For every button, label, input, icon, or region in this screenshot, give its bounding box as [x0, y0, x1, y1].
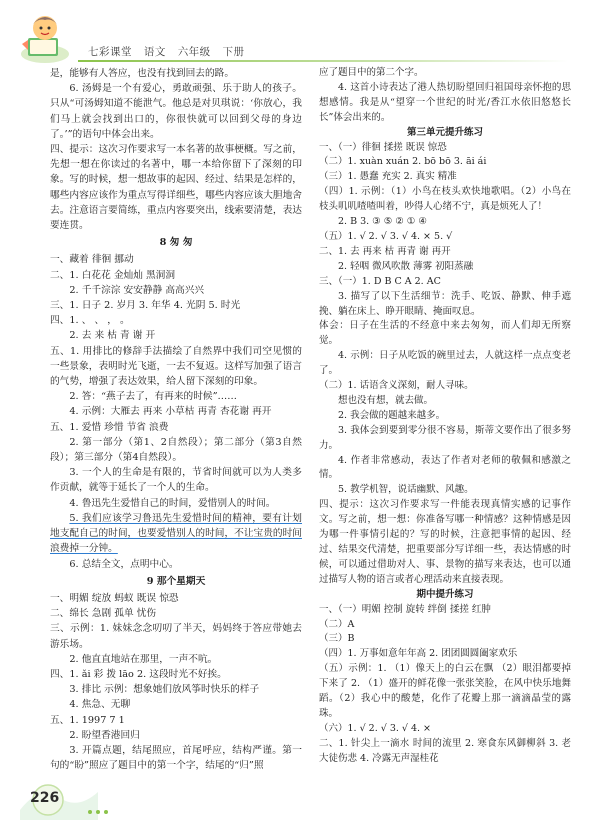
left-line: 3. 排比 示例：想象她们放风筝时快乐的样子: [69, 684, 260, 696]
book-mascot-icon: [18, 10, 72, 66]
right-line: 3. 描写了以下生活细节：洗手、吃饭、静默、伸手遮挽、躺在床上、睁开眼睛、掩面叹息。: [319, 290, 571, 317]
lesson-title: 8 匆 匆: [159, 237, 193, 249]
left-line: 五、1. 用排比的修辞手法描绘了自然界中我们司空见惯的一些景象，表明时光飞逝，一去不复返。这样写加强了语言的气势，增强了表达效果，给人留下深刻的印象。: [50, 345, 302, 388]
right-line: 3. 我体会到要到零分很不容易，斯蒂文要作出了很多努力。: [319, 424, 571, 451]
right-line: 2. 我会做的题越来越多。: [338, 409, 446, 421]
right-line: （五）示例：1. （1）像天上的白云在飘 （2）眼泪都要掉下来了 2. （1）盛开的鲜花像一张张笑脸，在风中快乐地舞蹈。（2）我心中的酸楚，化作了花瓣上那一滴滴晶莹的露珠。: [319, 663, 571, 719]
left-line: 2. 第一部分（第1、2自然段）；第二部分（第3自然段）；第三部分（第4自然段）。: [50, 436, 302, 464]
left-line: 2. 盼望香港回归: [69, 729, 140, 741]
right-line: 二、1. 针尖上一滴水 时间的流里 2. 寒食东风御柳斜 3. 老大徒伤悲 4. 冷露无声湿桂花: [319, 737, 571, 764]
left-line: 2. 答：“燕子去了，有再来的时候”……: [69, 391, 237, 403]
left-line: 四、1. ǎi 彩 拨 lāo 2. 这段时光不好挨。: [50, 668, 227, 680]
left-line: 四、提示：这次习作要求写一本名著的故事梗概。写之前，先想一想在你读过的名著中，哪一本给你留下了深刻的印象。写的时候，想一想故事的起因、经过、结果是怎样的，哪些内容应该作为重点写得详细些，哪些内容应该大胆地舍去。注意语言要简练，重点内容要突出，线索要清楚，表达要连贯。: [50, 144, 302, 232]
left-line: 3. 一个人的生命是有限的，节省时间就可以为人类多作贡献，就等于延长了一个人的生命。: [50, 467, 302, 494]
left-line: 五、1. 爱惜 珍惜 节省 浪费: [50, 421, 169, 433]
right-line: 二、1. 去 再来 枯 再青 谢 再开: [319, 245, 451, 257]
left-line: 二、1. 白花花 金灿灿 黑洞洞: [50, 269, 176, 281]
right-line: （二）1. xuàn xuán 2. bō bō 3. āi ái: [319, 156, 487, 168]
highlighted-answer: 5. 我们应该学习鲁迅先生爱惜时间的精神，要有计划地支配自己的时间，也要爱惜别人的时间，不让宝贵的时间浪费掉一分钟。: [50, 512, 302, 555]
right-line: （三）1. 愚蠢 充实 2. 真实 精准: [319, 171, 457, 183]
left-line: 2. 千千淙淙 安安静静 高高兴兴: [69, 284, 205, 296]
right-line: 体会：日子在生活的不经意中来去匆匆，而人们却无所察觉。: [319, 320, 571, 347]
right-line: 4. 这首小诗表达了港人热切盼望回归祖国母亲怀抱的思想感情。我是从“望穿一个世纪的时光/香江水依旧悠悠长长”体会出来的。: [319, 81, 571, 123]
right-line: 一、（一）徘徊 揉搓 既误 惊恐: [319, 141, 447, 153]
volume: 下册: [222, 46, 245, 58]
right-line: 5. 教学机智，说话幽默、风趣。: [338, 484, 474, 496]
right-line: 想也没有想，就去做。: [338, 394, 434, 406]
left-column: [50, 66, 302, 773]
left-line: 4. 焦急、无聊: [69, 699, 131, 711]
right-line: 三、（一）1. D B C A 2. AC: [319, 275, 441, 287]
left-line: 2. 他直直地站在那里，一声不吭。: [69, 653, 218, 665]
right-line: 4. 作者非常感动，表达了作者对老师的敬佩和感激之情。: [319, 454, 571, 481]
left-line: 一、藏着 徘徊 挪动: [50, 254, 134, 266]
left-line: 4. 鲁迅先生爱惜自己的时间，爱惜别人的时间。: [69, 497, 276, 509]
right-line: 应了题目中的第二个字。: [319, 67, 424, 78]
right-line: 四、提示：这次习作要求写一件能表现真情实感的记事作文。写之前，想一想：你准备写哪一种情感？这种情感是因为哪一件事情引起的？写的时候，注意把事情的起因、经过、结果交代清楚，把重要部分写详细一些，表达情感的时候，可以通过借助对人、事、景物的描写来表达，也可以通过描写人物的语言或者心理活动来直接表现。: [319, 499, 571, 585]
right-column: [319, 66, 571, 767]
header-info: [88, 44, 253, 59]
left-line: 四、1. 、 、 ， 。: [50, 315, 130, 327]
footer-dots-icon: [88, 799, 112, 818]
left-line: 是，能够有人答应，也没有找到回去的路。: [50, 68, 235, 79]
series-name: 七彩课堂: [88, 46, 132, 58]
right-line: （六）1. √ 2. √ 3. √ 4. ×: [319, 722, 432, 734]
section-title: 第三单元提升练习: [406, 126, 483, 138]
right-line: 一、（一）明媚 控制 旋转 绊倒 揉搓 红肿: [319, 603, 491, 615]
page-number: 226: [30, 790, 60, 806]
left-line: 三、示例：1. 妹妹念念叨叨了半天，妈妈终于答应带她去游乐场。: [50, 623, 302, 650]
right-line: （三）B: [319, 633, 355, 645]
left-line: 一、明媚 绽放 蚂蚁 既误 惊恐: [50, 592, 179, 604]
right-line: （四）1. 万事如意年年高 2. 团团圆圆阖家欢乐: [319, 648, 518, 660]
lesson-title: 9 那个星期天: [146, 575, 206, 587]
left-line: 五、1. 1997 7 1: [50, 714, 125, 726]
right-line: 4. 示例：日子从吃饭的碗里过去，人就这样一点点变老了。: [319, 350, 571, 377]
right-line: （二）A: [319, 618, 355, 630]
left-line: 二、绵长 急剧 孤单 忧伤: [50, 608, 157, 620]
right-line: 2. 轻咽 微风吹散 薄雾 初阳蒸融: [338, 260, 474, 272]
right-line: 2. B 3. ③ ⑤ ② ① ④: [338, 216, 427, 228]
grade: 六年级: [177, 46, 211, 58]
right-line: （五）1. √ 2. √ 3. √ 4. × 5. √: [319, 230, 453, 242]
left-line: 4. 示例：大雁去 再来 小草枯 再青 杏花谢 再开: [69, 406, 272, 418]
header-divider: [78, 60, 568, 62]
right-line: （二）1. 话语含义深刻，耐人寻味。: [319, 380, 474, 392]
section-title: 期中提升练习: [416, 588, 474, 600]
page-header: [0, 0, 600, 70]
left-line: 6. 总结全文，点明中心。: [69, 558, 179, 570]
left-line: 2. 去 来 枯 青 谢 开: [69, 330, 156, 342]
left-line: 三、1. 日子 2. 岁月 3. 年华 4. 光阴 5. 时光: [50, 300, 241, 312]
left-line: 3. 开篇点题，结尾照应，首尾呼应，结构严谨。第一句的“盼”照应了题目中的第一个字，结尾的“归”照: [50, 744, 302, 772]
right-line: （四）1. 示例：（1）小鸟在枝头欢快地歌唱。（2）小鸟在枝头叽叽喳喳叫着，吵得人心绪不宁，真是烦死人了！: [319, 186, 571, 213]
left-line: 6. 汤姆是一个有爱心，勇敢顽强、乐于助人的孩子。只从“可汤姆知道不能泄气。他总是对贝琪说：‘你放心，我们马上就会找到出口的，你很快就可以回到父母的身边了。’”的语句中体会出来。: [50, 83, 302, 140]
subject: 语文: [143, 46, 166, 58]
